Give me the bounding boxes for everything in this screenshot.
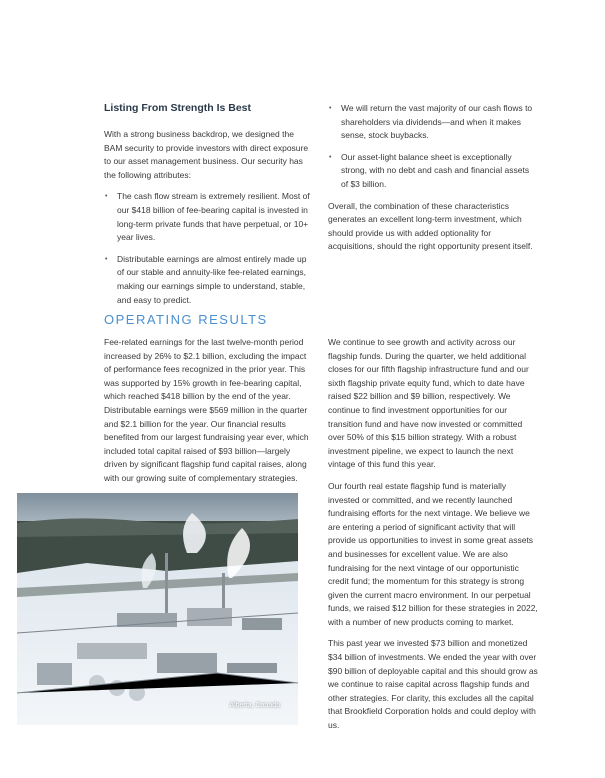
operating-paragraph: Our fourth real estate flagship fund is materially invested or committed, and we recently launched fundraising efforts for the next vintage. We believe we are entering a period of significant activity that will provide us opportunities to invest in some great assets and businesses for excellent value. We are also fundraising for the next vintage of our opportunistic credit fund; the momentum for this strategy is strong given the current macro environment. In our perpetual funds, we raised $12 billion for these strategies in 2022, with a number of new products coming to market. [328,480,538,627]
operating-results-heading: OPERATING RESULTS [104,312,268,327]
facility-building [77,643,147,659]
listing-heading: Listing From Strength Is Best [104,102,252,114]
listing-left-column [104,102,312,315]
industrial-site-photo [17,493,298,725]
operating-paragraph: Fee-related earnings for the last twelve-month period increased by 26% to $2.1 billion, excluding the impact of performance fees recognized in the prior year. This was supported by 15% growth in fee-bearing capital, which reached $418 billion by the end of the year. Distributable earnings were $569 million in the quarter and $2.1 billion for the year. Our financial results benefited from our largest fundraising year ever, which included total capital raised of $93 billion—largely driven by significant flagship fund capital raises, along with our growing suite of complementary strategies. [104,337,309,483]
operating-paragraph: This past year we invested $73 billion and monetized $34 billion of investments. We ended the year with over $90 billion of deployable capital and this should grow as we continue to raise capital across flagship funds and other strategies. For clarity, this excludes all the capital that Brookfield Corporation holds and could deploy with us. [328,638,538,731]
listing-right-column [328,102,538,262]
facility-building [187,608,232,626]
listing-conclusion: Overall, the combination of these characteristics generates an excellent long-term investment, which should provide us with added optionality for acquisitions, should the right opportunity present itself. [328,200,533,252]
snowy-facility-illustration [17,493,298,725]
listing-intro: With a strong business backdrop, we designed the BAM security to provide investors with direct exposure to our asset management business. Our security has the following attributes: [104,129,309,180]
listing-bullet-list-left [104,190,312,307]
photo-caption: Alberta, Canada [229,702,280,709]
list-item: • We will return the vast majority of our cash flows to shareholders via dividends—and when it makes sense, stock buybacks. [328,102,538,143]
facility-building [242,618,282,630]
facility-building [157,653,217,673]
facility-building [37,663,72,685]
list-item: • Distributable earnings are almost entirely made up of our stable and annuity-like fee-related earnings, making our earnings simple to understand, stable, and easy to predict. [104,253,312,307]
listing-bullet-list-right [328,102,538,192]
operating-paragraph: We continue to see growth and activity across our flagship funds. During the quarter, we held additional closes for our fifth flagship infrastructure fund and our sixth flagship private equity fund, which to date have raised $22 billion and $9 billion, respectively. We continue to find investment opportunities for our transition fund and have now invested or committed over 50% of this $15 billion strategy. With a robust investment pipeline, we expect to launch the next vintage of this fund this year. [328,337,529,470]
list-item: • The cash flow stream is extremely resilient. Most of our $418 billion of fee-bearing capital is invested in long-term private funds that have perpetual, or 10+ year lives. [104,190,312,244]
list-item: • Our asset-light balance sheet is exceptionally strong, with no debt and cash and financial assets of $3 billion. [328,151,538,192]
facility-building [227,663,277,673]
smokestack [165,553,168,618]
operating-left-column [104,336,312,494]
operating-right-column [328,336,540,741]
